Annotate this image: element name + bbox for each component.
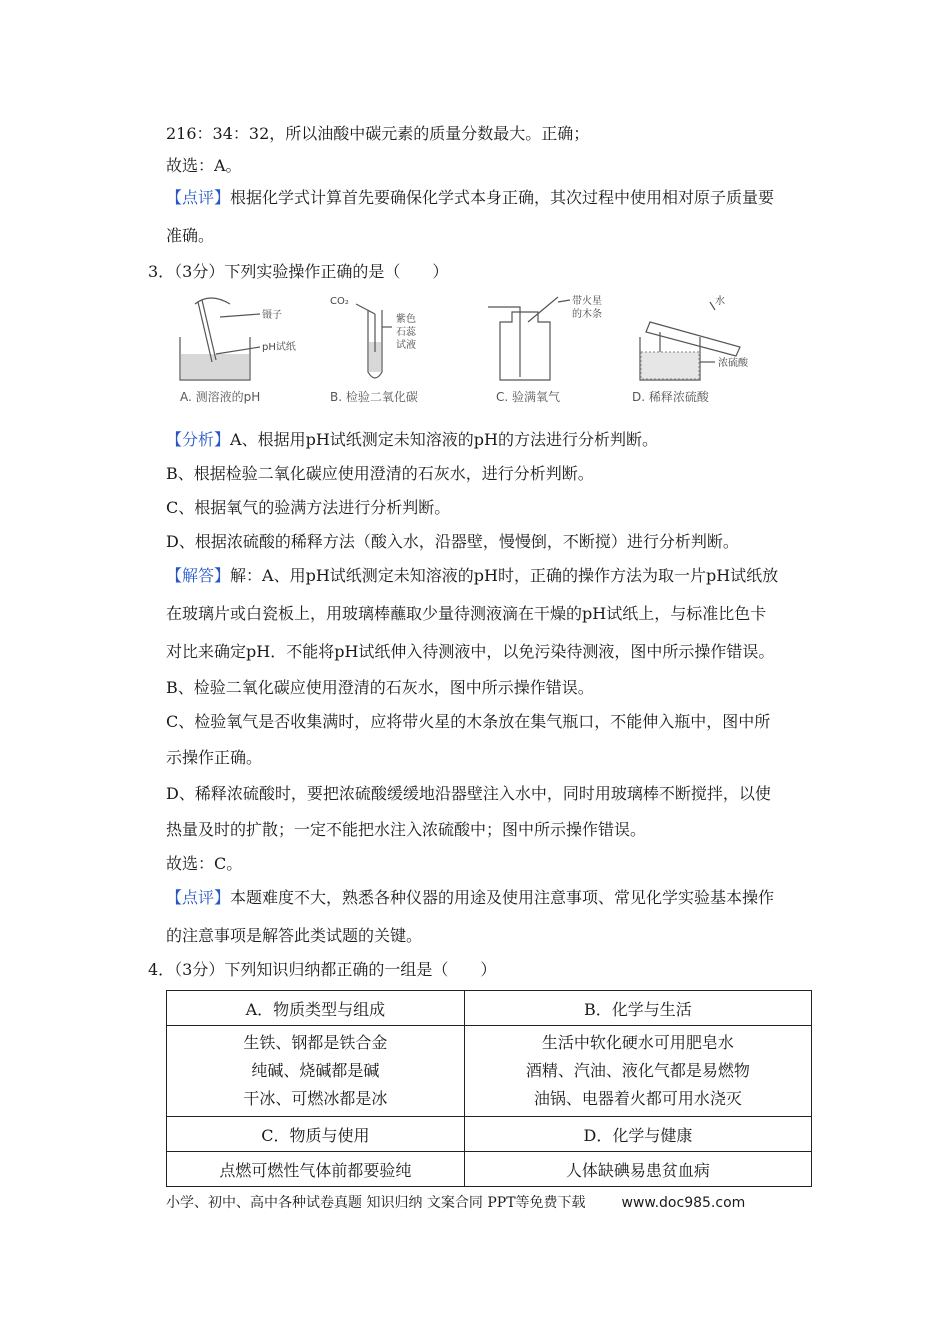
cell-item: 生铁、钢都是铁合金 <box>243 1033 388 1052</box>
comment-line: 的注意事项是解答此类试题的关键。 <box>166 926 423 945</box>
figure-b-drawing <box>356 304 392 378</box>
comment-text: 根据化学式计算首先要确保化学式本身正确，其次过程中使用相对原子质量要 <box>230 188 775 207</box>
cell-item: 点燃可燃性气体前都要验纯 <box>219 1160 412 1180</box>
figure-b-caption: B. 检验二氧化碳 <box>330 390 418 404</box>
cell-d-head: D．化学与健康 <box>464 1117 811 1152</box>
comment-tag: 【点评】 <box>166 888 231 907</box>
label-b-2: 紫色 <box>396 314 416 325</box>
experiment-figures <box>170 292 770 410</box>
text-line: 准确。 <box>166 226 215 245</box>
cell-item: 酒精、汽油、液化气都是易燃物 <box>525 1061 750 1080</box>
cell-d-body <box>464 1152 811 1187</box>
label-a-1: 镊子 <box>262 310 282 321</box>
label-b-3: 石蕊 <box>396 327 416 338</box>
answer-line: 对比来确定pH．不能将pH试纸伸入待测液中，以免污染待测液，图中所示操作错误。 <box>166 642 775 661</box>
cell-b-head: B．化学与生活 <box>464 991 811 1026</box>
label-d-1: 水 <box>715 296 725 307</box>
comment-text: 本题难度不大，熟悉各种仪器的用途及使用注意事项、常见化学实验基本操作 <box>230 888 775 907</box>
analysis-line: B、根据检验二氧化碳应使用澄清的石灰水，进行分析判断。 <box>166 464 594 483</box>
analysis-text: A、根据用pH试纸测定未知溶液的pH的方法进行分析判断。 <box>230 430 658 449</box>
label-b-4: 试液 <box>396 340 416 351</box>
figure-c-caption: C. 验满氧气 <box>496 390 561 404</box>
text-line: 故选：A。 <box>166 156 242 175</box>
figure-a-drawing <box>180 298 260 380</box>
footer-text: 小学、初中、高中各种试卷真题 知识归纳 文案合同 PPT等免费下载 <box>166 1195 586 1211</box>
knowledge-table <box>166 990 812 1187</box>
cell-item: 干冰、可燃冰都是冰 <box>243 1089 388 1108</box>
analysis-line: D、根据浓硫酸的稀释方法（酸入水，沿器壁，慢慢倒，不断搅）进行分析判断。 <box>166 532 739 551</box>
figure-a-caption: A. 测溶液的pH <box>180 390 261 404</box>
label-c-2: 的木条 <box>572 309 602 320</box>
cell-b-body <box>464 1026 811 1117</box>
answer-line: B、检验二氧化碳应使用澄清的石灰水，图中所示操作错误。 <box>166 678 594 697</box>
analysis-tag: 【分析】 <box>166 430 231 449</box>
answer-line: 热量及时的扩散；一定不能把水注入浓硫酸中；图中所示操作错误。 <box>166 820 647 839</box>
cell-item: 生活中软化硬水可用肥皂水 <box>541 1033 734 1052</box>
answer-text: 解：A、用pH试纸测定未知溶液的pH时，正确的操作方法为取一片pH试纸放 <box>230 566 779 585</box>
experiment-illustrations <box>170 292 770 387</box>
cell-a-body <box>167 1026 465 1117</box>
answer-line: 故选：C。 <box>166 854 243 873</box>
question-4-title: 4．（3分）下列知识归纳都正确的一组是（ ） <box>148 960 497 979</box>
page-footer <box>166 1192 745 1212</box>
figure-c-drawing <box>488 297 570 380</box>
analysis-line <box>166 430 658 450</box>
analysis-line: C、根据氧气的验满方法进行分析判断。 <box>166 498 451 517</box>
answer-line: 示操作正确。 <box>166 748 263 767</box>
cell-item: 纯碱、烧碱都是碱 <box>251 1061 380 1080</box>
label-a-2: pH试纸 <box>262 342 296 353</box>
comment-tag: 【点评】 <box>166 188 231 207</box>
label-c-1: 带火星 <box>572 296 602 307</box>
cell-item: 油锅、电器着火都可用水浇灭 <box>533 1089 742 1108</box>
footer-site[interactable]: www.doc985.com <box>621 1195 746 1211</box>
cell-c-body <box>167 1152 465 1187</box>
cell-item: 人体缺碘易患贫血病 <box>565 1160 710 1180</box>
answer-line: 在玻璃片或白瓷板上，用玻璃棒蘸取少量待测液滴在干燥的pH试纸上，与标准比色卡 <box>166 604 767 623</box>
comment-line <box>166 188 774 208</box>
label-b-1: CO₂ <box>330 296 349 307</box>
label-d-2: 浓硫酸 <box>718 358 748 369</box>
comment-line <box>166 888 774 908</box>
answer-line <box>166 566 778 586</box>
text-line: 216：34：32，所以油酸中碳元素的质量分数最大。正确； <box>166 124 590 143</box>
figure-d-caption: D. 稀释浓硫酸 <box>632 390 709 404</box>
answer-line: C、检验氧气是否收集满时，应将带火星的木条放在集气瓶口，不能伸入瓶中，图中所 <box>166 712 771 731</box>
answer-line: D、稀释浓硫酸时，要把浓硫酸缓缓地沿器壁注入水中，同时用玻璃棒不断搅拌，以使 <box>166 784 771 803</box>
question-3-title: 3．（3分）下列实验操作正确的是（ ） <box>148 262 449 281</box>
cell-a-head: A．物质类型与组成 <box>167 991 465 1026</box>
answer-tag: 【解答】 <box>166 566 231 585</box>
cell-c-head: C．物质与使用 <box>167 1117 465 1152</box>
